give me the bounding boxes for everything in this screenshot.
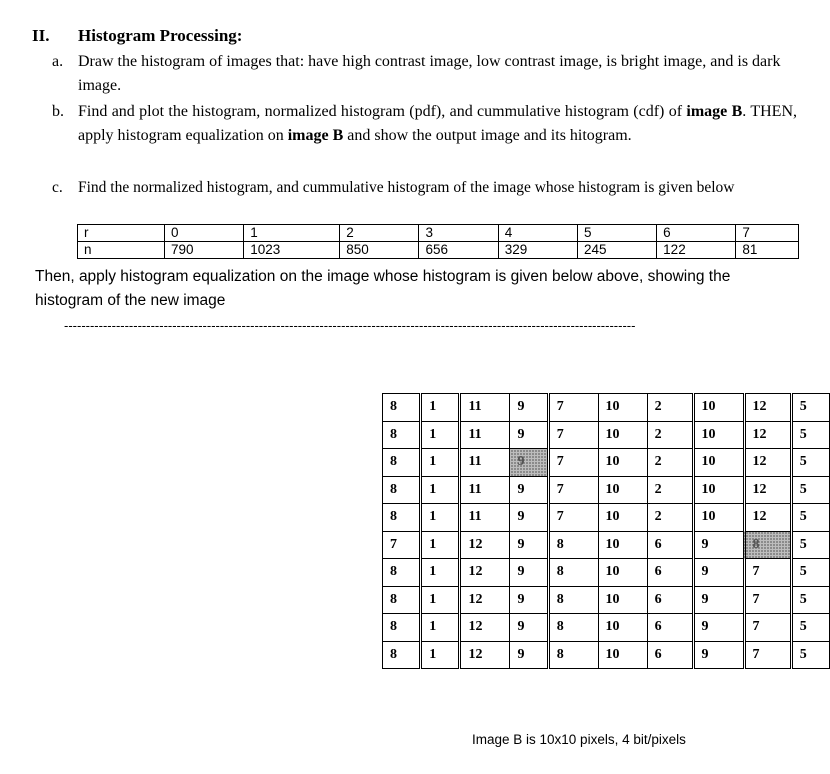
image-b-pixel: 8 <box>383 614 421 642</box>
image-b-row <box>383 394 830 422</box>
image-b-pixel: 9 <box>510 421 548 449</box>
image-b-pixel: 8 <box>383 641 421 669</box>
image-b-pixel: 7 <box>548 421 598 449</box>
histogram-n-cell: 122 <box>657 242 736 259</box>
image-b-pixel: 2 <box>647 504 693 532</box>
image-b-pixel: 12 <box>744 476 791 504</box>
image-b-pixel: 1 <box>421 559 460 587</box>
image-b-pixel: 9 <box>693 614 744 642</box>
image-b-pixel: 1 <box>421 421 460 449</box>
image-b-pixel: 2 <box>647 421 693 449</box>
image-b-pixel: 7 <box>744 586 791 614</box>
histogram-n-cell: 81 <box>736 242 799 259</box>
image-b-pixel: 11 <box>460 449 510 477</box>
image-b-pixel: 2 <box>647 394 693 422</box>
image-b-pixel: 10 <box>693 449 744 477</box>
image-b-pixel: 5 <box>791 559 829 587</box>
image-b-pixel: 9 <box>510 449 548 477</box>
image-b-pixel: 1 <box>421 394 460 422</box>
item-b-bold-2: image B <box>287 127 344 144</box>
item-b <box>52 100 797 148</box>
image-b-pixel: 6 <box>647 586 693 614</box>
image-b-pixel: 9 <box>510 531 548 559</box>
image-b-pixel: 9 <box>693 531 744 559</box>
image-b-pixel: 1 <box>421 614 460 642</box>
item-a-marker: a. <box>52 53 64 70</box>
item-b-bold-1: image B <box>686 103 743 120</box>
image-b-pixel: 10 <box>693 421 744 449</box>
histogram-row-n <box>78 242 799 259</box>
image-b-pixel: 12 <box>744 394 791 422</box>
image-b-row <box>383 559 830 587</box>
then-instruction: Then, apply histogram equalization on the image whose histogram is given below above, showing the histogram of the new image <box>35 268 731 309</box>
image-b-caption: Image B is 10x10 pixels, 4 bit/pixels <box>472 732 686 747</box>
image-b-pixel: 8 <box>383 559 421 587</box>
item-c-marker: c. <box>52 179 63 196</box>
dashed-divider: ------------------------------------------------------------------------------------------------------------------------------------ <box>64 318 636 332</box>
image-b-row <box>383 586 830 614</box>
image-b-pixel: 10 <box>598 504 647 532</box>
item-c-text: Find the normalized histogram, and cummulative histogram of the image whose histogram is given below <box>78 179 735 196</box>
section-heading <box>32 26 242 46</box>
histogram-n-cell: 245 <box>577 242 656 259</box>
histogram-r-cell: 4 <box>498 225 577 242</box>
item-a <box>52 50 797 98</box>
image-b-pixel: 11 <box>460 476 510 504</box>
image-b-pixel: 12 <box>460 586 510 614</box>
image-b-pixel: 5 <box>791 476 829 504</box>
image-b-row <box>383 449 830 477</box>
image-b-pixel: 12 <box>460 531 510 559</box>
item-b-text-1: Find and plot the histogram, normalized histogram (pdf), and cummulative histogram (cdf) of <box>78 103 687 120</box>
image-b-pixel: 10 <box>598 421 647 449</box>
image-b-pixel: 6 <box>647 641 693 669</box>
section-number: II. <box>32 26 50 45</box>
image-b-pixel: 8 <box>744 531 791 559</box>
image-b-pixel: 9 <box>693 586 744 614</box>
image-b-pixel: 9 <box>510 504 548 532</box>
image-b-pixel: 8 <box>548 641 598 669</box>
image-b-grid <box>382 393 830 669</box>
image-b-pixel: 8 <box>383 394 421 422</box>
image-b-pixel: 7 <box>383 531 421 559</box>
image-b-pixel: 10 <box>598 559 647 587</box>
histogram-r-cell: 7 <box>736 225 799 242</box>
image-b-pixel: 2 <box>647 476 693 504</box>
histogram-row-r <box>78 225 799 242</box>
image-b-pixel: 10 <box>598 641 647 669</box>
image-b-pixel: 10 <box>598 394 647 422</box>
histogram-n-cell: 1023 <box>244 242 340 259</box>
image-b-pixel: 6 <box>647 614 693 642</box>
item-b-text-2: . THEN, apply histogram equalization on <box>78 103 798 144</box>
item-b-text <box>78 100 797 148</box>
image-b-pixel: 12 <box>460 641 510 669</box>
image-b-pixel: 7 <box>744 559 791 587</box>
image-b-pixel: 5 <box>791 586 829 614</box>
image-b-pixel: 8 <box>548 531 598 559</box>
histogram-table <box>77 224 799 259</box>
image-b-pixel: 11 <box>460 504 510 532</box>
image-b-pixel: 8 <box>548 614 598 642</box>
image-b-pixel: 7 <box>548 476 598 504</box>
image-b-pixel: 9 <box>510 586 548 614</box>
image-b-row <box>383 641 830 669</box>
image-b-pixel: 1 <box>421 641 460 669</box>
image-b-pixel: 5 <box>791 531 829 559</box>
histogram-n-cell: 329 <box>498 242 577 259</box>
image-b-pixel: 8 <box>548 559 598 587</box>
image-b-pixel: 10 <box>693 394 744 422</box>
image-b-pixel: 7 <box>744 641 791 669</box>
image-b-pixel: 1 <box>421 586 460 614</box>
image-b-pixel: 5 <box>791 614 829 642</box>
image-b-row <box>383 531 830 559</box>
image-b-pixel: 9 <box>693 559 744 587</box>
image-b-row <box>383 614 830 642</box>
image-b-pixel: 7 <box>744 614 791 642</box>
item-b-marker: b. <box>52 103 64 120</box>
image-b-pixel: 12 <box>460 614 510 642</box>
image-b-pixel: 12 <box>460 559 510 587</box>
image-b-pixel: 1 <box>421 531 460 559</box>
image-b-pixel: 8 <box>383 504 421 532</box>
histogram-r-cell: 1 <box>244 225 340 242</box>
image-b-pixel: 1 <box>421 449 460 477</box>
image-b-pixel: 9 <box>510 614 548 642</box>
image-b-pixel: 10 <box>598 476 647 504</box>
item-b-text-3: and show the output image and its hitogram. <box>343 127 632 144</box>
item-a-text: Draw the histogram of images that: have high contrast image, low contrast image, is bright image, and is dark image. <box>78 53 781 94</box>
image-b-pixel: 5 <box>791 421 829 449</box>
image-b-pixel: 10 <box>598 586 647 614</box>
image-b-pixel: 9 <box>510 641 548 669</box>
image-b-pixel: 5 <box>791 394 829 422</box>
image-b-pixel: 5 <box>791 504 829 532</box>
histogram-n-label: n <box>78 242 165 259</box>
image-b-pixel: 8 <box>383 421 421 449</box>
histogram-n-cell: 790 <box>165 242 244 259</box>
image-b-pixel: 9 <box>693 641 744 669</box>
image-b-pixel: 7 <box>548 449 598 477</box>
image-b-pixel: 12 <box>744 449 791 477</box>
image-b-pixel: 2 <box>647 449 693 477</box>
image-b-row <box>383 476 830 504</box>
image-b-pixel: 11 <box>460 421 510 449</box>
image-b-pixel: 6 <box>647 531 693 559</box>
histogram-r-cell: 3 <box>419 225 498 242</box>
image-b-pixel: 12 <box>744 504 791 532</box>
image-b-pixel: 10 <box>598 449 647 477</box>
image-b-pixel: 8 <box>383 586 421 614</box>
image-b-pixel: 11 <box>460 394 510 422</box>
image-b-pixel: 1 <box>421 504 460 532</box>
image-b-pixel: 9 <box>510 394 548 422</box>
image-b-pixel: 10 <box>693 476 744 504</box>
image-b-pixel: 12 <box>744 421 791 449</box>
histogram-n-cell: 656 <box>419 242 498 259</box>
image-b-pixel: 10 <box>598 531 647 559</box>
image-b-pixel: 9 <box>510 476 548 504</box>
histogram-r-cell: 2 <box>340 225 419 242</box>
image-b-pixel: 6 <box>647 559 693 587</box>
image-b-pixel: 1 <box>421 476 460 504</box>
histogram-r-cell: 0 <box>165 225 244 242</box>
image-b-grid-wrapper <box>382 393 830 669</box>
image-b-pixel: 5 <box>791 641 829 669</box>
histogram-r-label: r <box>78 225 165 242</box>
image-b-pixel: 5 <box>791 449 829 477</box>
section-title: Histogram Processing: <box>78 26 243 45</box>
image-b-row <box>383 504 830 532</box>
histogram-n-cell: 850 <box>340 242 419 259</box>
image-b-pixel: 7 <box>548 504 598 532</box>
histogram-r-cell: 6 <box>657 225 736 242</box>
image-b-pixel: 8 <box>548 586 598 614</box>
image-b-row <box>383 421 830 449</box>
image-b-pixel: 8 <box>383 476 421 504</box>
image-b-pixel: 7 <box>548 394 598 422</box>
image-b-pixel: 10 <box>598 614 647 642</box>
image-b-pixel: 10 <box>693 504 744 532</box>
item-c <box>52 176 797 200</box>
histogram-r-cell: 5 <box>577 225 656 242</box>
image-b-pixel: 8 <box>383 449 421 477</box>
image-b-pixel: 9 <box>510 559 548 587</box>
